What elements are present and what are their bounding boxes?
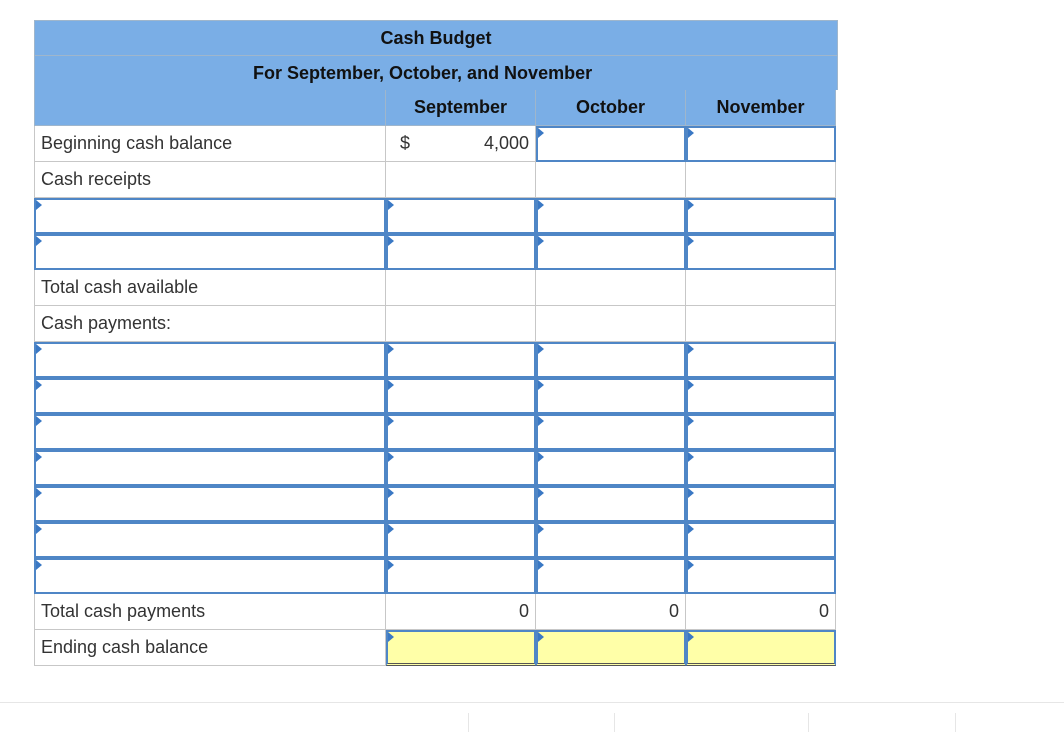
payment-october-input[interactable] (536, 522, 686, 558)
receipt-label-input[interactable] (34, 198, 386, 234)
receipts-input-row (34, 234, 838, 270)
col-november: November (686, 90, 836, 126)
footer-bar (0, 702, 1064, 732)
payment-october-input[interactable] (536, 486, 686, 522)
cash-budget-table (34, 20, 838, 666)
col-september: September (386, 90, 536, 126)
column-header-row (34, 90, 838, 126)
blank-header (34, 90, 386, 126)
receipt-september-input[interactable] (386, 198, 536, 234)
payment-september-input[interactable] (386, 522, 536, 558)
payment-label-input[interactable] (34, 378, 386, 414)
row-label-total-payments: Total cash payments (34, 594, 386, 630)
payments-input-row (34, 414, 838, 450)
footer-divider (468, 713, 469, 732)
payment-september-input[interactable] (386, 558, 536, 594)
ending-september-input[interactable] (386, 630, 536, 666)
ending-october-input[interactable] (536, 630, 686, 666)
footer-divider (955, 713, 956, 732)
payment-november-input[interactable] (686, 522, 836, 558)
table-row (34, 306, 838, 342)
payment-november-input[interactable] (686, 558, 836, 594)
payment-september-input[interactable] (386, 450, 536, 486)
payment-october-input[interactable] (536, 558, 686, 594)
receipt-november-input[interactable] (686, 234, 836, 270)
receipt-october-input[interactable] (536, 234, 686, 270)
receipt-october-input[interactable] (536, 198, 686, 234)
row-label-ending: Ending cash balance (34, 630, 386, 666)
currency-sign: $ (400, 133, 411, 153)
beginning-september-value (386, 126, 536, 162)
row-label-payments: Cash payments: (34, 306, 386, 342)
beginning-october-input[interactable] (536, 126, 686, 162)
payment-label-input[interactable] (34, 342, 386, 378)
payments-input-row (34, 378, 838, 414)
receipt-september-input[interactable] (386, 234, 536, 270)
beginning-november-input[interactable] (686, 126, 836, 162)
payments-input-row (34, 342, 838, 378)
payment-label-input[interactable] (34, 558, 386, 594)
receipt-label-input[interactable] (34, 234, 386, 270)
col-october: October (536, 90, 686, 126)
payments-input-row (34, 486, 838, 522)
footer-divider (808, 713, 809, 732)
payment-november-input[interactable] (686, 378, 836, 414)
beginning-september-amount: 4,000 (483, 133, 529, 153)
footer-divider (614, 713, 615, 732)
payment-october-input[interactable] (536, 450, 686, 486)
payment-label-input[interactable] (34, 450, 386, 486)
row-label-receipts: Cash receipts (34, 162, 386, 198)
table-subtitle: For September, October, and November (34, 55, 838, 90)
payment-november-input[interactable] (686, 450, 836, 486)
table-row (34, 594, 838, 630)
payments-input-row (34, 522, 838, 558)
payment-september-input[interactable] (386, 414, 536, 450)
table-title: Cash Budget (34, 20, 838, 55)
ending-november-input[interactable] (686, 630, 836, 666)
receipt-november-input[interactable] (686, 198, 836, 234)
payment-october-input[interactable] (536, 378, 686, 414)
table-row (34, 126, 838, 162)
total-payments-november: 0 (686, 594, 836, 630)
payment-september-input[interactable] (386, 378, 536, 414)
payment-september-input[interactable] (386, 342, 536, 378)
total-payments-september: 0 (386, 594, 536, 630)
table-row (34, 630, 838, 666)
payment-label-input[interactable] (34, 414, 386, 450)
table-row (34, 162, 838, 198)
table-row (34, 270, 838, 306)
payment-november-input[interactable] (686, 486, 836, 522)
payments-input-row (34, 558, 838, 594)
payment-october-input[interactable] (536, 414, 686, 450)
total-payments-october: 0 (536, 594, 686, 630)
payment-october-input[interactable] (536, 342, 686, 378)
payment-november-input[interactable] (686, 414, 836, 450)
payments-input-row (34, 450, 838, 486)
payment-label-input[interactable] (34, 522, 386, 558)
payment-november-input[interactable] (686, 342, 836, 378)
row-label-total-available: Total cash available (34, 270, 386, 306)
payment-label-input[interactable] (34, 486, 386, 522)
payment-september-input[interactable] (386, 486, 536, 522)
row-label-beginning: Beginning cash balance (34, 126, 386, 162)
receipts-input-row (34, 198, 838, 234)
